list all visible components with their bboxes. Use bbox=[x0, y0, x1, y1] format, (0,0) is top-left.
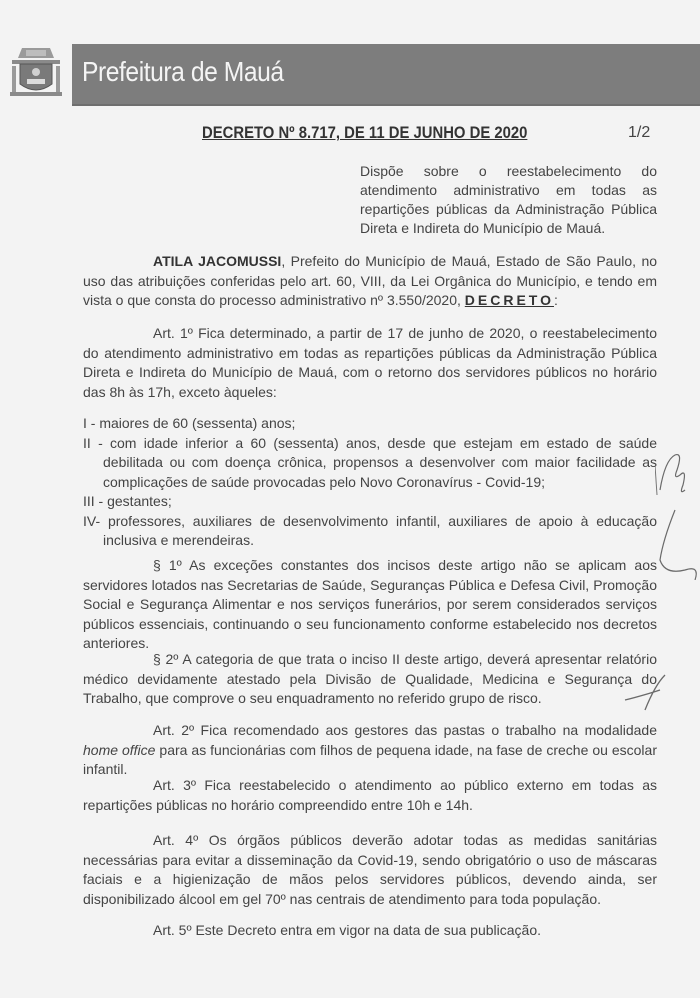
preamble-end: : bbox=[554, 292, 558, 308]
list-item: III - gestantes; bbox=[83, 493, 172, 509]
preamble bbox=[83, 252, 657, 311]
list-item: I - maiores de 60 (sessenta) anos; bbox=[83, 415, 296, 431]
banner-title: Prefeitura de Mauá bbox=[82, 56, 284, 87]
paragraph-1: § 1º As exceções constantes dos incisos deste artigo não se aplicam aos servidores lotados nas Secretarias de Saúde, Seguranças Pública e Defesa Civil, Promoção Social e Segurança Alimentar e nos serviços funerários, por serem considerados serviços públicos essenciais, continuando o seu funcionamento conforme estabelecido nos decretos anteriores. bbox=[83, 557, 657, 651]
preamble-text: , Prefeito do Município de Mauá, Estado de São Paulo, no uso das atribuições conferidas pelo art. 60, VIII, da Lei Orgânica do Município, e tendo em vista o que consta do processo administrativo nº 3.550/2020, bbox=[83, 253, 658, 308]
decree-summary: Dispõe sobre o reestabelecimento do atendimento administrativo em todas as repartições públicas da Administração Pública Direta e Indireta do Município de Mauá. bbox=[360, 163, 657, 236]
article-4: Art. 4º Os órgãos públicos deverão adotar todas as medidas sanitárias necessárias para evitar a disseminação da Covid-19, sendo obrigatório o uso de máscaras faciais e a higienização de mãos pelos servidores públicos, devendo ainda, ser disponibilizado álcool em gel 70º nas centrais de atendimento para toda população. bbox=[83, 832, 657, 907]
article-2-rest: para as funcionárias com filhos de pequena idade, na fase de creche ou escolar infantil. bbox=[83, 741, 657, 777]
decree-keyword: DECRETO bbox=[464, 292, 554, 308]
article-2 bbox=[83, 721, 657, 780]
article-5: Art. 5º Este Decreto entra em vigor na data de sua publicação. bbox=[153, 922, 541, 938]
paragraph-2: § 2º A categoria de que trata o inciso II deste artigo, deverá apresentar relatório médico devidamente atestado pela Divisão de Qualidade, Medicina e Segurança do Trabalho, que comprove o seu enquadramento no referido grupo de risco. bbox=[83, 651, 657, 706]
handwritten-mark-icon bbox=[615, 670, 675, 720]
exceptions-list bbox=[83, 414, 657, 551]
list-item: II - com idade inferior a 60 (sessenta) anos, desde que estejam em estado de saúde debilitada ou com doença crônica, propensos a desenvolver com maior facilidade as complicações de saúde provocadas pelo Novo Coronavírus - Covid-19; bbox=[83, 434, 657, 490]
decree-title: DECRETO Nº 8.717, DE 11 DE JUNHO DE 2020 bbox=[202, 124, 528, 142]
article-1: Art. 1º Fica determinado, a partir de 17 de junho de 2020, o reestabelecimento do atendimento administrativo em todas as repartições públicas da Administração Pública Direta e Indireta do Município de Mauá, com o retorno dos servidores públicos no horário das 8h às 17h, exceto àqueles: bbox=[83, 325, 657, 400]
article-3: Art. 3º Fica reestabelecido o atendimento ao público externo em todas as repartições públicas no horário compreendido entre 10h e 14h. bbox=[83, 777, 657, 813]
page-number: 1/2 bbox=[628, 124, 651, 141]
article-2-text: Art. 2º Fica recomendado aos gestores das pastas o trabalho na modalidade bbox=[153, 722, 657, 738]
mayor-name: ATILA JACOMUSSI bbox=[153, 253, 282, 269]
handwritten-initials-icon bbox=[655, 440, 700, 580]
header-banner bbox=[72, 44, 700, 106]
list-item: IV- professores, auxiliares de desenvolvimento infantil, auxiliares de apoio à educação inclusiva e merendeiras. bbox=[83, 512, 657, 548]
coat-of-arms-icon bbox=[8, 46, 64, 100]
home-office-term: home office bbox=[83, 741, 156, 758]
